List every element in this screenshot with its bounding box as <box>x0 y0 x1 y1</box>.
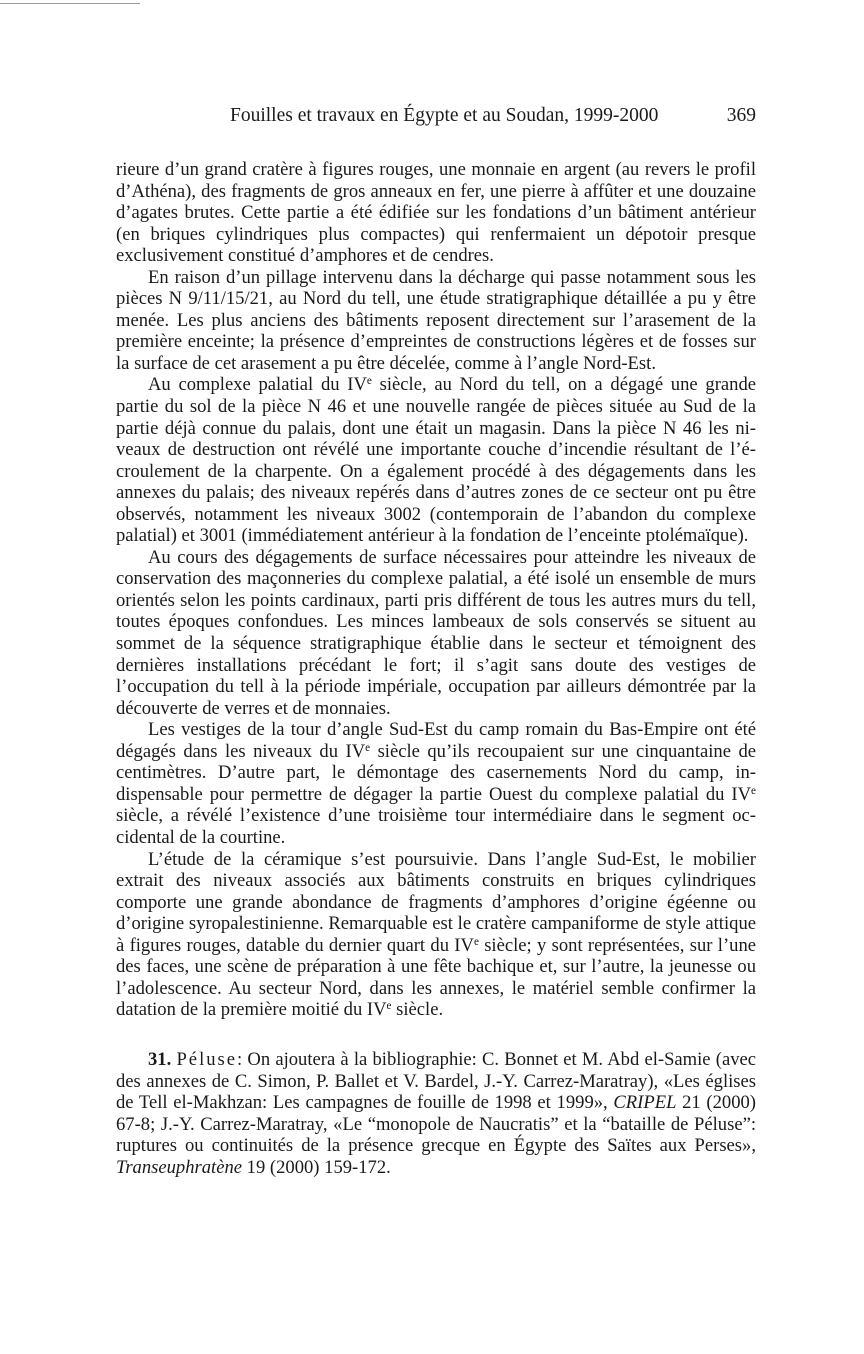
footnote-31 <box>116 1049 756 1178</box>
paragraph <box>116 547 756 719</box>
running-title: Fouilles et travaux en Égypte et au Soudan, 1999-2000 <box>230 105 659 126</box>
note-number: 31. <box>148 1049 172 1070</box>
text-run: 21 (2000) 67-8; J.-Y. Carrez-Maratray, «Le “monopole de Naucratis” et la “bataille de Péluse”: ruptures ou continuités de la présence grecque en Égypte des Saïtes aux Perses», <box>116 1092 756 1157</box>
italic-title: Transeuphratène <box>116 1156 243 1178</box>
italic-title: CRIPEL <box>613 1092 677 1114</box>
superscript: e <box>365 741 371 754</box>
text-run: siècle qu’ils recoupaient sur une cinquantaine de centimètres. D’autre part, le démontage des casernements Nord du camp, indispensable pour permettre de dégager la partie Ouest du complexe palatial du IV <box>116 740 756 805</box>
page-number: 369 <box>726 105 756 126</box>
top-rule <box>0 3 140 4</box>
text-run: siècle. <box>391 999 444 1021</box>
site-name: Péluse <box>176 1049 238 1070</box>
text-run: L’étude de la céramique s’est poursuivie. Dans l’angle Sud-Est, le mobilier extrait des niveaux associés aux bâtiments construits en briques cylindriques comporte une grande abondance de fragments d’amphores d’origine égéenne ou d’origine syropalestinienne. Remarquable est le cratère campaniforme de style attique à figures rouges, datable du dernier quart du IV <box>116 848 756 956</box>
text-run: Au cours des dégagements de surface nécessaires pour atteindre les niveaux de conservation des maçonneries du complexe palatial, a été isolé un ensemble de murs orientés selon les points cardinaux, parti pris différent de tous les autres murs du tell, toutes époques confondues. Les minces lambeaux de sols conservés se situent au sommet de la séquence stratigraphique établie dans le secteur et témoignent des dernières installations précédant le fort; il s’agit sans doute des vestiges de l’occupation du tell à la période impériale, occupation par ailleurs démontrée par la découverte de verres et de monnaies. <box>116 546 756 719</box>
body-text <box>116 159 756 1021</box>
paragraph <box>116 267 756 375</box>
superscript: e <box>751 784 756 797</box>
superscript: e <box>386 1000 392 1013</box>
text-run: siècle, a révélé l’existence d’une troisième tour intermédiaire dans le segment occidental de la courtine. <box>116 805 756 848</box>
text-run: Les vestiges de la tour d’angle Sud-Est du camp romain du Bas-Empire ont été dégagés dans les niveaux du IV <box>116 719 756 762</box>
superscript: e <box>473 935 479 948</box>
text-run: En raison d’un pillage intervenu dans la décharge qui passe notamment sous les pièces N 9/11/15/21, au Nord du tell, une étude stratigraphique détaillée a pu y être menée. Les plus anciens des bâtiments reposent directement sur l’arasement de la première enceinte; la présence d’empreintes de constructions légères et de fosses sur la surface de cet arasement a pu être décelée, comme à l’angle Nord-Est. <box>116 266 756 374</box>
text-run: 19 (2000) 159-172. <box>242 1156 391 1178</box>
text-run: rieure d’un grand cratère à figures rouges, une monnaie en argent (au revers le profil d’Athéna), des fragments de gros anneaux en fer, une pierre à affûter et une douzaine d’agates brutes. Cette partie a été édifiée sur les fondations d’un bâtiment antérieur (en briques cylindriques plus compactes) qui renfermaient un dépotoir presque exclusivement constitué d’amphores et de cendres. <box>116 159 756 267</box>
paragraph <box>116 159 756 267</box>
text-run: : On ajoutera à la bibliographie: C. Bonnet et M. Abd el-Samie (avec des annexes de C. Simon, P. Ballet et V. Bardel, J.-Y. Carrez-Maratray), «Les églises de Tell el-Makhzan: Les campagnes de fouille de 1998 et 1999», <box>116 1049 756 1114</box>
paragraph <box>116 374 756 546</box>
paragraph <box>116 719 756 848</box>
text-run: siècle; y sont représentées, sur l’une des faces, une scène de préparation à une fête bachique et, sur l’autre, la jeunesse ou l’adolescence. Au secteur Nord, dans les annexes, le matériel semble confirmer la datation de la première moitié du IV <box>116 934 756 1021</box>
paragraph <box>116 849 756 1021</box>
superscript: e <box>366 375 372 388</box>
text-run: siècle, au Nord du tell, on a dégagé une grande partie du sol de la pièce N 46 et une nouvelle rangée de pièces située au Sud de la partie déjà connue du palais, dont une était un magasin. Dans la pièce N 46 les niveaux de destruction ont révélé une importante couche d’incendie résultant de l’écroulement de la charpente. On a également procédé à des dégagements dans les annexes du palais; des niveaux repérés dans d’autres zones de ce secteur ont pu être observés, notamment les niveaux 3002 (contemporain de l’abandon du complexe palatial) et 3001 (immédiatement antérieur à la fondation de l’enceinte ptolémaïque). <box>116 374 756 547</box>
note-text <box>116 1049 756 1178</box>
text-run: Au complexe palatial du IV <box>148 374 367 396</box>
